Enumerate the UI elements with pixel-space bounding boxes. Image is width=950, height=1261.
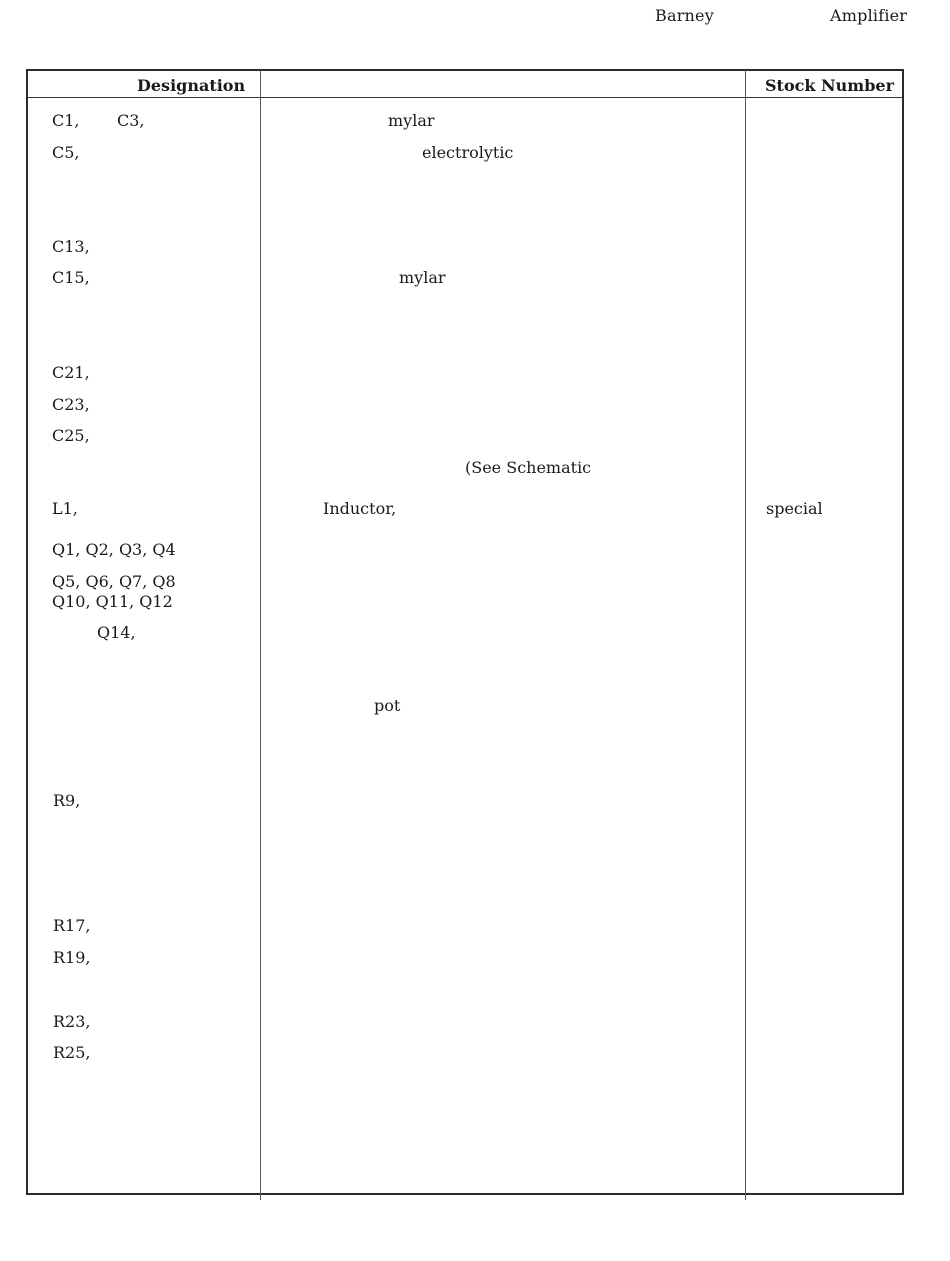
description-cell: Inductor, — [323, 499, 397, 518]
designation-cell: C15, — [52, 268, 90, 287]
designation-cell: Q14, — [97, 623, 136, 642]
designation-cell: R19, — [53, 948, 91, 967]
description-cell: pot — [374, 696, 401, 715]
column-divider — [745, 70, 746, 1200]
description-cell: electrolytic — [422, 143, 514, 162]
designation-cell: Q1, Q2, Q3, Q4 — [52, 540, 176, 559]
description-cell: mylar — [388, 111, 435, 130]
description-cell: mylar — [399, 268, 446, 287]
designation-cell: Q5, Q6, Q7, Q8 — [52, 572, 176, 591]
header-manufacturer: Barney — [655, 6, 714, 25]
stock-number-cell: special — [766, 499, 823, 518]
description-cell: (See Schematic — [465, 458, 592, 477]
column-divider — [260, 70, 261, 1200]
designation-cell: C3, — [117, 111, 145, 130]
header-product: Amplifier — [830, 6, 908, 25]
designation-cell: R23, — [53, 1012, 91, 1031]
column-header-designation: Designation — [137, 76, 246, 95]
designation-cell: Q10, Q11, Q12 — [52, 592, 173, 611]
designation-cell: C25, — [52, 426, 90, 445]
designation-cell: C13, — [52, 237, 90, 256]
designation-cell: C21, — [52, 363, 90, 382]
designation-cell: C1, — [52, 111, 80, 130]
designation-cell: C5, — [52, 143, 80, 162]
parts-table — [26, 69, 904, 1195]
designation-cell: L1, — [52, 499, 78, 518]
designation-cell: R9, — [53, 791, 81, 810]
column-header-stock-number: Stock Number — [765, 76, 894, 95]
header-divider — [27, 97, 904, 98]
designation-cell: R17, — [53, 916, 91, 935]
designation-cell: R25, — [53, 1043, 91, 1062]
designation-cell: C23, — [52, 395, 90, 414]
